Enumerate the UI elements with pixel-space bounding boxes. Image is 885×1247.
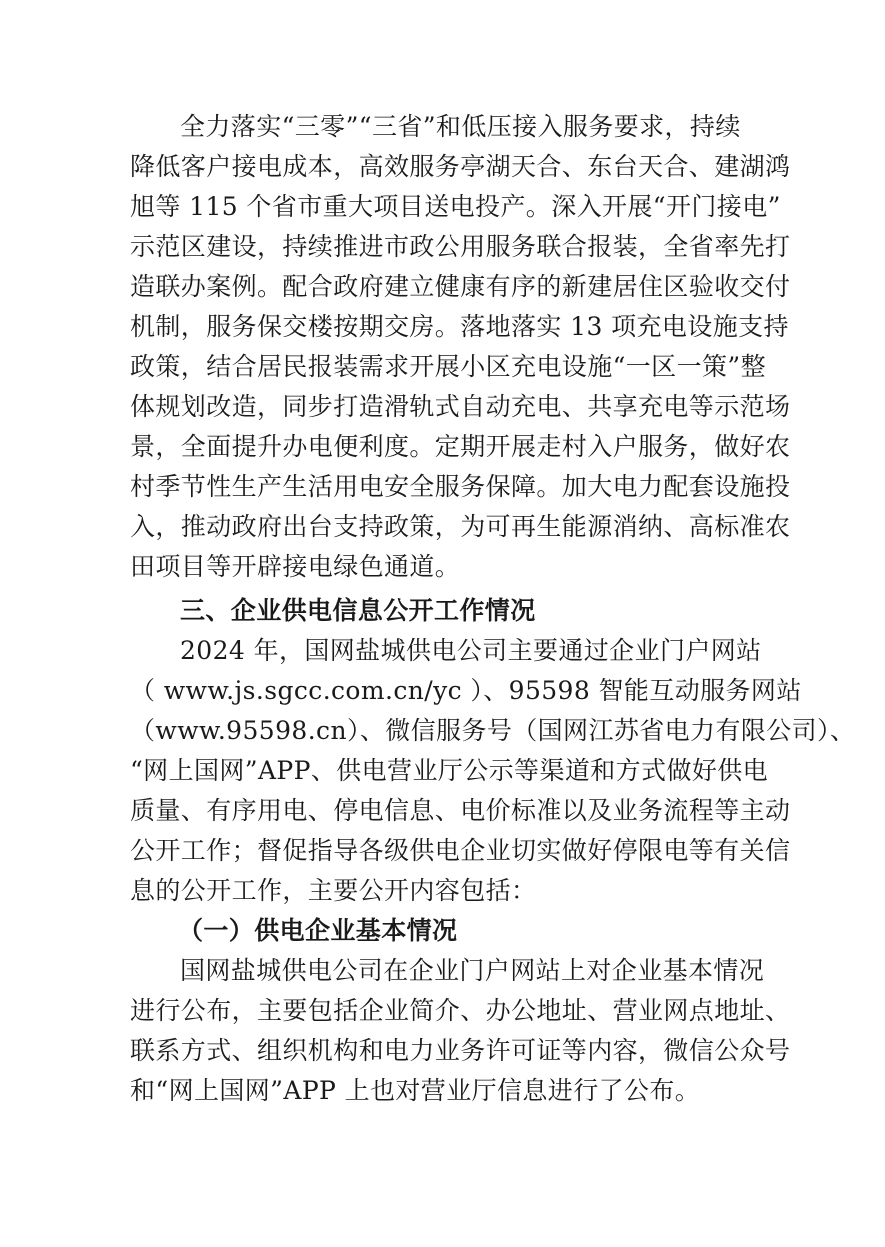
paragraph-line: 村季节性生产生活用电安全服务保障。加大电力配套设施投 xyxy=(130,472,791,501)
paragraph-line: 旭等 115 个省市重大项目送电投产。深入开展“开门接电” xyxy=(130,192,781,221)
paragraph-line: 联系方式、组织机构和电力业务许可证等内容，微信公众号 xyxy=(130,1036,791,1065)
paragraph-line: 机制，服务保交楼按期交房。落地落实 13 项充电设施支持 xyxy=(130,312,789,341)
paragraph-line: 质量、有序用电、停电信息、电价标准以及业务流程等主动 xyxy=(130,796,791,825)
paragraph-line: “网上国网”APP、供电营业厅公示等渠道和方式做好供电 xyxy=(130,756,769,785)
paragraph-line: 政策，结合居民报装需求开展小区充电设施“一区一策”整 xyxy=(130,352,766,381)
paragraph-line: 示范区建设，持续推进市政公用服务联合报装，全省率先打 xyxy=(130,232,791,261)
paragraph-line: 息的公开工作，主要公开内容包括： xyxy=(130,876,537,905)
paragraph-line: 入，推动政府出台支持政策，为可再生能源消纳、高标准农 xyxy=(130,512,791,541)
paragraph-line: 田项目等开辟接电绿色通道。 xyxy=(130,552,461,581)
paragraph-line: 全力落实“三零”“三省”和低压接入服务要求，持续 xyxy=(180,112,741,141)
paragraph-line: （www.95598.cn）、微信服务号（国网江苏省电力有限公司）、 xyxy=(130,716,856,745)
paragraph-line: 降低客户接电成本，高效服务亭湖天合、东台天合、建湖鸿 xyxy=(130,152,791,181)
section-heading: 三、企业供电信息公开工作情况 xyxy=(180,596,536,625)
paragraph-line: 景，全面提升办电便利度。定期开展走村入户服务，做好农 xyxy=(130,432,791,461)
paragraph-line: 体规划改造，同步打造滑轨式自动充电、共享充电等示范场 xyxy=(130,392,791,421)
paragraph-line: 进行公布，主要包括企业简介、办公地址、营业网点地址、 xyxy=(130,996,791,1025)
paragraph-line: 国网盐城供电公司在企业门户网站上对企业基本情况 xyxy=(180,956,765,985)
paragraph-line: 公开工作；督促指导各级供电企业切实做好停限电等有关信 xyxy=(130,836,791,865)
paragraph-line: （ www.js.sgcc.com.cn/yc ）、95598 智能互动服务网站 xyxy=(130,676,802,705)
paragraph-line: 和“网上国网”APP 上也对营业厅信息进行了公布。 xyxy=(130,1076,701,1105)
paragraph-line: 造联办案例。配合政府建立健康有序的新建居住区验收交付 xyxy=(130,272,791,301)
paragraph-line: 2024 年，国网盐城供电公司主要通过企业门户网站 xyxy=(180,636,762,665)
subsection-heading: （一）供电企业基本情况 xyxy=(178,916,458,945)
